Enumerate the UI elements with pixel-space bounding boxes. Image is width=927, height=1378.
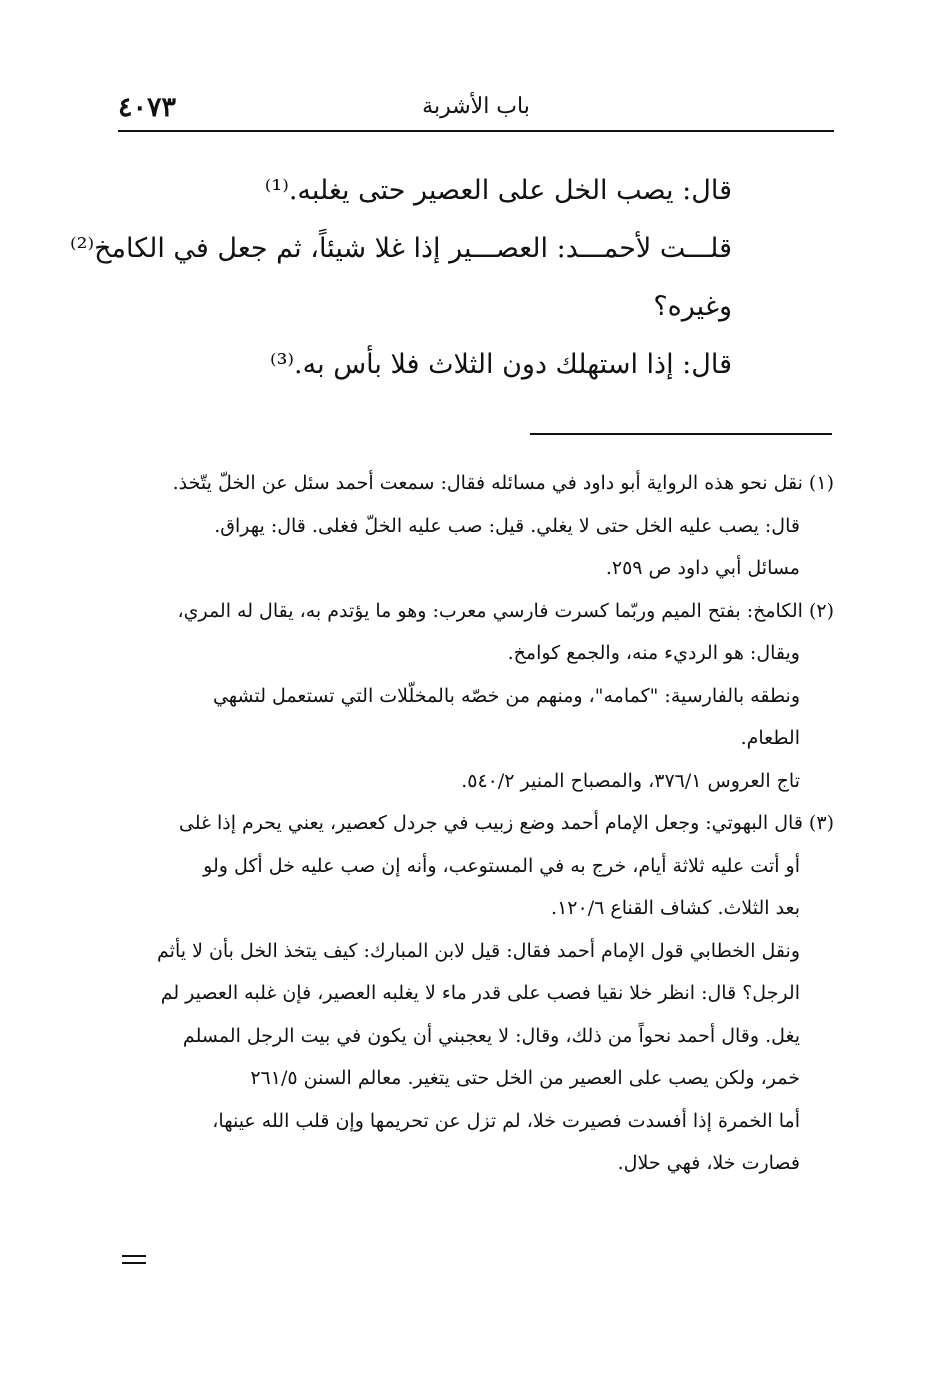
- footnote-line: مسائل أبي داود ص ٢٥٩.: [605, 557, 800, 579]
- footnote-line: بعد الثلاث. كشاف القناع ١٢٠/٦.: [551, 897, 800, 919]
- footnotes: [118, 462, 834, 1185]
- page-header: [118, 88, 834, 132]
- continuation-mark-bar: [122, 1262, 146, 1264]
- main-text: [69, 162, 732, 394]
- footnote-line: الطعام.: [740, 727, 800, 749]
- footnote-line: (٢) الكامخ: بفتح الميم وربّما كسرت فارسي معرب: وهو ما يؤتدم به، يقال له المري،: [177, 599, 834, 622]
- footnote-separator: [530, 433, 832, 435]
- header-rule: [118, 130, 834, 132]
- footnote-line: أو أتت عليه ثلاثة أيام، خرج به في المستوعب، وأنه إن صب عليه خل أكل ولو: [203, 854, 800, 877]
- footnote-line: ونطقه بالفارسية: "كمامه"، ومنهم من خصّه بالمخلّلات التي تستعمل لتشهي: [212, 684, 800, 707]
- main-line: وغيره؟: [653, 291, 732, 322]
- footnote-line: قال: يصب عليه الخل حتى لا يغلي. قيل: صب عليه الخلّ فغلى. قال: يهراق.: [214, 514, 800, 537]
- footnote-line: (٣) قال البهوتي: وجعل الإمام أحمد وضع زبيب في جردل كعصير، يعني يحرم إذا غلى: [178, 812, 834, 834]
- footnote-line: (١) نقل نحو هذه الرواية أبو داود في مسائله فقال: سمعت أحمد سئل عن الخلّ يتّخذ.: [172, 472, 834, 494]
- footnote-line: فصارت خلا، فهي حلال.: [617, 1152, 800, 1174]
- footnote-line: أما الخمرة إذا أفسدت فصيرت خلا، لم تزل عن تحريمها وإن قلب الله عينها،: [212, 1109, 800, 1132]
- continuation-mark-bar: [122, 1255, 146, 1257]
- footnote-line: خمر، ولكن يصب على العصير من الخل حتى يتغير. معالم السنن ٢٦١/٥: [250, 1067, 800, 1089]
- footnote-line: يغل. وقال أحمد نحواً من ذلك، وقال: لا يعجبني أن يكون في بيت الرجل المسلم: [182, 1024, 800, 1047]
- continuation-mark: [122, 1255, 146, 1265]
- footnote-line: تاج العروس ٣٧٦/١، والمصباح المنير ٥٤٠/٢.: [461, 769, 800, 792]
- page-number: ٤٠٧٣: [118, 92, 177, 123]
- footnote-line: الرجل؟ قال: انظر خلا نقيا فصب على قدر ماء لا يغلبه العصير، فإن غلبه العصير لم: [160, 982, 800, 1004]
- footnote-line: ونقل الخطابي قول الإمام أحمد فقال: قيل لابن المبارك: كيف يتخذ الخل بأن لا يأثم: [157, 939, 800, 962]
- main-line: قلـــت لأحمـــد: العصـــير إذا غلا شيئاً، ثم جعل في الكامخ⁽²⁾: [69, 233, 732, 264]
- main-line: قال: إذا استهلك دون الثلاث فلا بأس به.⁽³⁾: [269, 349, 732, 380]
- main-line: قال: يصب الخل على العصير حتى يغلبه.⁽¹⁾: [264, 175, 732, 206]
- running-title: باب الأشربة: [422, 94, 530, 119]
- footnote-line: ويقال: هو الرديء منه، والجمع كوامخ.: [507, 642, 800, 664]
